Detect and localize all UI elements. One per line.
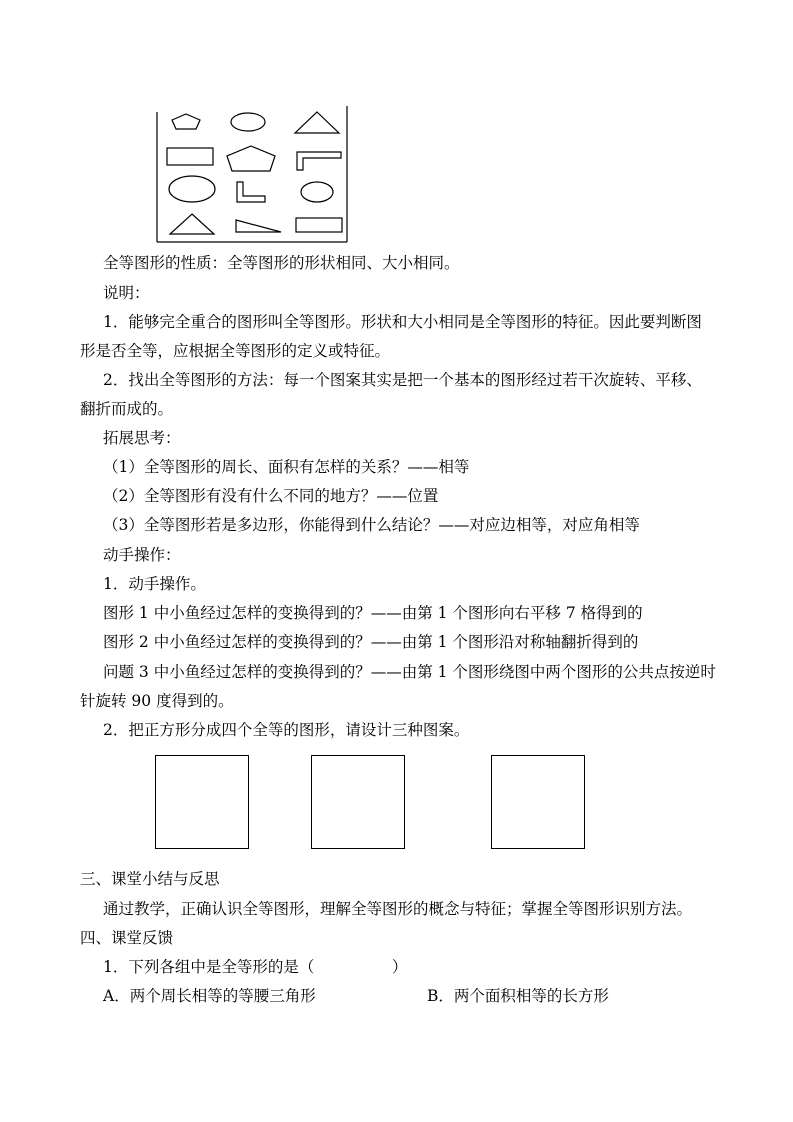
- explain-2-line-1: 2．找出全等图形的方法：每一个图案其实是把一个基本的图形经过若干次旋转、平移、: [103, 371, 702, 389]
- triangle-bottom: [170, 214, 214, 234]
- option-a: A．两个周长相等的等腰三角形: [103, 987, 316, 1005]
- large-pentagon: [227, 146, 275, 171]
- hands-title: 动手操作：: [103, 546, 181, 564]
- explain-1-line-2: 形是否全等，应根据全等图形的定义或特征。: [80, 342, 391, 360]
- explain-2-line-2: 翻折而成的。: [80, 400, 174, 418]
- figure-3-line-2: 针旋转 90 度得到的。: [80, 692, 234, 710]
- square-box-2: [311, 755, 405, 849]
- medium-ellipse: [301, 182, 333, 202]
- explain-1-line-1: 1．能够完全重合的图形叫全等图形。形状和大小相同是全等图形的特征。因此要判断图: [103, 313, 702, 331]
- hands-item-1: 1．动手操作。: [103, 575, 206, 593]
- triangle-top: [295, 112, 339, 133]
- question-2: （2）全等图形有没有什么不同的地方？——位置: [103, 487, 439, 505]
- l-shape-right: [297, 152, 341, 170]
- figure-3-line-1: 问题 3 中小鱼经过怎样的变换得到的？——由第 1 个图形绕图中两个图形的公共点按逆时: [103, 663, 716, 681]
- thin-right-triangle: [236, 220, 281, 232]
- l-shape-middle: [237, 182, 265, 202]
- small-ellipse: [231, 113, 265, 131]
- shapes-figure: [155, 104, 350, 244]
- large-ellipse: [169, 176, 215, 202]
- rectangle-left: [167, 148, 213, 165]
- square-box-1: [155, 755, 249, 849]
- option-b: B．两个面积相等的长方形: [427, 987, 609, 1005]
- property-line: 全等图形的性质：全等图形的形状相同、大小相同。: [103, 254, 460, 272]
- figure-2-line: 图形 2 中小鱼经过怎样的变换得到的？——由第 1 个图形沿对称轴翻折得到的: [103, 633, 639, 651]
- summary-text: 通过教学，正确认识全等图形，理解全等图形的概念与特征；掌握全等图形识别方法。: [103, 900, 693, 918]
- summary-title: 三、课堂小结与反思: [80, 870, 220, 888]
- feedback-title: 四、课堂反馈: [80, 929, 174, 947]
- feedback-question-1: 1．下列各组中是全等形的是（ ）: [103, 958, 408, 976]
- small-pentagon: [172, 114, 200, 129]
- extend-title: 拓展思考：: [103, 429, 181, 447]
- rectangle-right: [296, 218, 342, 232]
- question-3: （3）全等图形若是多边形，你能得到什么结论？——对应边相等，对应角相等: [103, 516, 640, 534]
- square-box-3: [491, 755, 585, 849]
- figure-1-line: 图形 1 中小鱼经过怎样的变换得到的？——由第 1 个图形向右平移 7 格得到的: [103, 604, 643, 622]
- explain-title: 说明：: [103, 284, 150, 302]
- hands-item-2: 2．把正方形分成四个全等的图形，请设计三种图案。: [103, 721, 470, 739]
- question-1: （1）全等图形的周长、面积有怎样的关系？——相等: [103, 458, 470, 476]
